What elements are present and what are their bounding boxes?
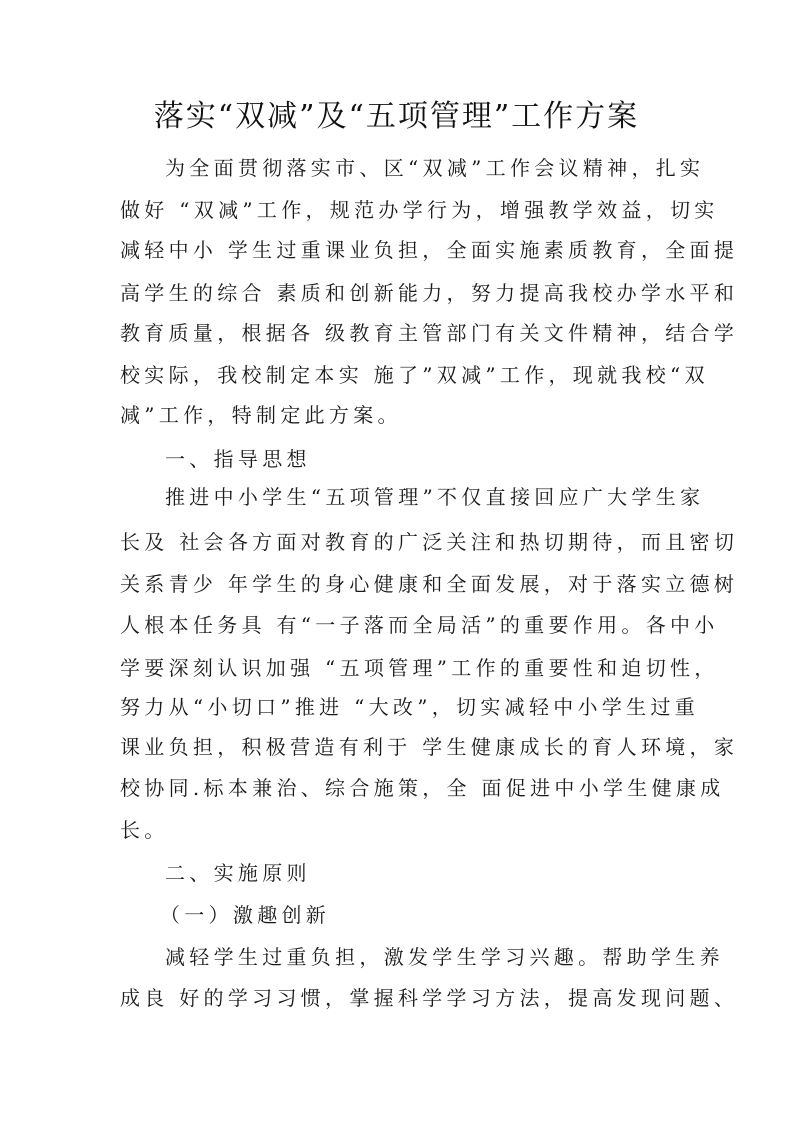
intro-line: 校实际，我校制定本实 施了”双减”工作，现就我校“双 <box>120 363 709 387</box>
section1-line: 关系青少 年学生的身心健康和全面发展，对于落实立德树 <box>120 572 739 596</box>
subsection-heading: （一）激趣创新 <box>160 903 331 927</box>
section-heading: 一、指导思想 <box>165 447 311 471</box>
section1-line: 课业负担，积极营造有利于 学生健康成长的育人环境，家 <box>120 735 739 759</box>
section1-line: 推进中小学生“五项管理”不仅直接回应广大学生家 <box>165 485 705 509</box>
intro-line: 减”工作，特制定此方案。 <box>120 403 402 427</box>
section2-line: 成良 好的学习习惯，掌握科学学习方法，提高发现问题、 <box>120 986 739 1010</box>
intro-line: 减轻中小 学生过重课业负担，全面实施素质教育，全面提 <box>120 238 739 262</box>
section1-line: 学要深刻认识加强 “五项管理”工作的重要性和迫切性， <box>120 656 719 680</box>
intro-line: 做好 “双减”工作，规范办学行为，增强教学效益，切实 <box>120 198 719 222</box>
intro-line: 高学生的综合 素质和创新能力，努力提高我校办学水平和 <box>120 281 739 305</box>
section-heading: 二、实施原则 <box>165 861 311 885</box>
intro-line: 教育质量，根据各 级教育主管部门有关文件精神，结合学 <box>120 321 739 345</box>
intro-line: 为全面贯彻落实市、区“双减”工作会议精神，扎实 <box>165 156 705 180</box>
section1-line: 长。 <box>120 818 169 842</box>
section2-line: 减轻学生过重负担，激发学生学习兴趣。帮助学生养 <box>165 945 724 969</box>
document-title: 落实“双减”及“五项管理”工作方案 <box>153 99 640 134</box>
section1-line: 长及 社会各方面对教育的广泛关注和热切期待，而且密切 <box>120 530 739 554</box>
section1-line: 努力从“小切口”推进 “大改”，切实减轻中小学生过重 <box>120 695 700 719</box>
section1-line: 校协同.标本兼治、综合施策，全 面促进中小学生健康成 <box>120 776 725 800</box>
section1-line: 人根本任务具 有“一子落而全局活”的重要作用。各中小 <box>120 613 719 637</box>
